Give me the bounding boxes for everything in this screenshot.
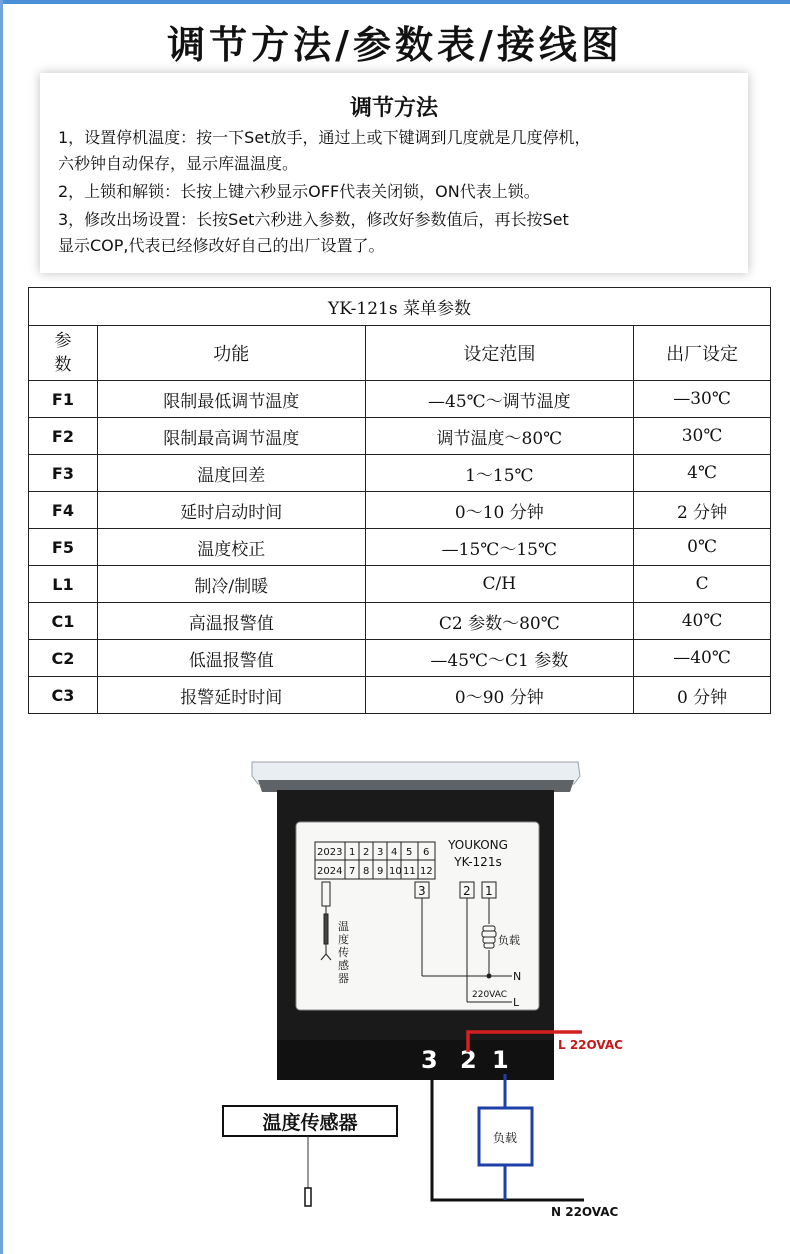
n-line-label: N 22OVAC bbox=[551, 1205, 619, 1219]
param-code: F5 bbox=[29, 529, 98, 566]
parameter-table bbox=[28, 287, 771, 714]
method-line: 2，上锁和解锁：长按上键六秒显示OFF代表关闭锁，ON代表上锁。 bbox=[58, 182, 540, 201]
param-code: L1 bbox=[29, 566, 98, 603]
device-brand: YOUKONG bbox=[448, 838, 508, 852]
label-terminal-2: 2 bbox=[463, 884, 471, 898]
date-month: 12 bbox=[420, 866, 433, 877]
param-default: 0 分钟 bbox=[634, 677, 771, 714]
sensor-probe-icon bbox=[305, 1188, 311, 1206]
date-month: 2 bbox=[363, 847, 370, 858]
param-default: 30℃ bbox=[634, 418, 771, 455]
date-month: 8 bbox=[363, 866, 370, 877]
method-line: 六秒钟自动保存，显示库温温度。 bbox=[58, 154, 299, 173]
table-row bbox=[29, 455, 771, 492]
date-month: 9 bbox=[377, 866, 384, 877]
table-row bbox=[29, 603, 771, 640]
date-year: 2023 bbox=[317, 847, 343, 858]
label-l: L bbox=[513, 996, 520, 1009]
table-row bbox=[29, 492, 771, 529]
label-n: N bbox=[513, 970, 522, 983]
param-default: 40℃ bbox=[634, 603, 771, 640]
param-function: 限制最高调节温度 bbox=[97, 418, 365, 455]
param-function: 温度回差 bbox=[97, 455, 365, 492]
param-function: 报警延时时间 bbox=[97, 677, 365, 714]
table-row bbox=[29, 677, 771, 714]
device-terminal-numbers bbox=[421, 1046, 509, 1074]
date-month: 11 bbox=[403, 866, 416, 877]
date-month: 4 bbox=[391, 847, 398, 858]
table-row bbox=[29, 566, 771, 603]
param-range: 调节温度～80℃ bbox=[365, 418, 634, 455]
param-code: C2 bbox=[29, 640, 98, 677]
terminal-2: 2 bbox=[460, 1046, 477, 1074]
param-range: 0～90 分钟 bbox=[365, 677, 634, 714]
method-title: 调节方法 bbox=[349, 96, 438, 121]
date-month: 10 bbox=[389, 866, 402, 877]
param-default: 0℃ bbox=[634, 529, 771, 566]
date-month: 7 bbox=[349, 866, 356, 877]
header-param-char: 数 bbox=[54, 355, 72, 375]
header-param-char: 参 bbox=[54, 331, 72, 351]
param-range: C/H bbox=[365, 566, 634, 603]
terminal-3: 3 bbox=[421, 1046, 438, 1074]
label-load: 负载 bbox=[498, 934, 520, 947]
header-range: 设定范围 bbox=[365, 326, 634, 381]
table-row bbox=[29, 381, 771, 418]
header-function: 功能 bbox=[97, 326, 365, 381]
date-month: 5 bbox=[406, 847, 413, 858]
param-function: 低温报警值 bbox=[97, 640, 365, 677]
param-function: 高温报警值 bbox=[97, 603, 365, 640]
param-code: F1 bbox=[29, 381, 98, 418]
param-code: F4 bbox=[29, 492, 98, 529]
header-param bbox=[29, 326, 98, 381]
param-default: 2 分钟 bbox=[634, 492, 771, 529]
param-function: 制冷/制暖 bbox=[97, 566, 365, 603]
label-terminal-1: 1 bbox=[485, 884, 493, 898]
param-function: 限制最低调节温度 bbox=[97, 381, 365, 418]
table-row bbox=[29, 529, 771, 566]
param-range: C2 参数～80℃ bbox=[365, 603, 634, 640]
method-line: 1，设置停机温度：按一下Set放手，通过上或下键调到几度就是几度停机， bbox=[58, 128, 591, 147]
table-row bbox=[29, 640, 771, 677]
page-title: 调节方法/参数表/接线图 bbox=[167, 23, 623, 67]
param-range: 1～15℃ bbox=[365, 455, 634, 492]
l-line-label: L 22OVAC bbox=[558, 1038, 623, 1052]
param-function: 温度校正 bbox=[97, 529, 365, 566]
param-range: —45℃～C1 参数 bbox=[365, 640, 634, 677]
terminal-1: 1 bbox=[492, 1046, 509, 1074]
date-month: 6 bbox=[423, 847, 430, 858]
param-range: —45℃～调节温度 bbox=[365, 381, 634, 418]
date-year: 2024 bbox=[317, 866, 343, 877]
param-range: 0～10 分钟 bbox=[365, 492, 634, 529]
param-default: C bbox=[634, 566, 771, 603]
param-function: 延时启动时间 bbox=[97, 492, 365, 529]
header-default: 出厂设定 bbox=[634, 326, 771, 381]
label-terminal-3: 3 bbox=[418, 884, 426, 898]
table-row bbox=[29, 418, 771, 455]
wiring-diagram bbox=[0, 740, 790, 1254]
label-sensor-vertical: 温 度 传 感 器 bbox=[338, 920, 349, 985]
load-box-label: 负载 bbox=[492, 1131, 518, 1145]
param-default: —40℃ bbox=[634, 640, 771, 677]
param-code: C1 bbox=[29, 603, 98, 640]
sensor-box-label: 温度传感器 bbox=[262, 1112, 358, 1134]
top-accent-line bbox=[0, 0, 790, 4]
junction-dot bbox=[487, 974, 492, 979]
method-card bbox=[40, 73, 748, 273]
param-default: 4℃ bbox=[634, 455, 771, 492]
date-month: 3 bbox=[377, 847, 384, 858]
table-title: YK-121s 菜单参数 bbox=[29, 288, 771, 326]
method-line: 3，修改出场设置：长按Set六秒进入参数，修改好参数值后，再长按Set bbox=[58, 210, 569, 229]
label-voltage: 220VAC bbox=[472, 990, 508, 1000]
device-body-bottom bbox=[277, 1040, 554, 1080]
device-model: YK-121s bbox=[454, 855, 502, 869]
param-code: C3 bbox=[29, 677, 98, 714]
param-code: F2 bbox=[29, 418, 98, 455]
param-code: F3 bbox=[29, 455, 98, 492]
method-line: 显示COP,代表已经修改好自己的出厂设置了。 bbox=[58, 236, 385, 255]
param-default: —30℃ bbox=[634, 381, 771, 418]
param-range: —15℃～15℃ bbox=[365, 529, 634, 566]
date-month: 1 bbox=[349, 847, 356, 858]
